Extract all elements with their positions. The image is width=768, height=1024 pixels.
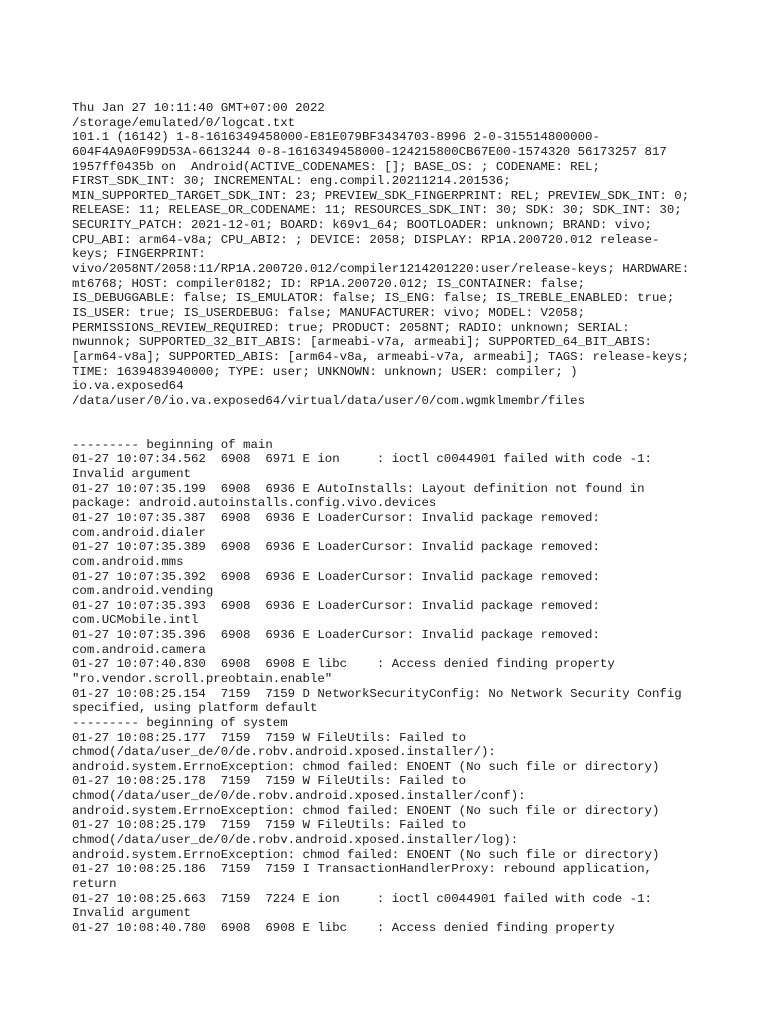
log-line: 01-27 10:07:35.199 6908 6936 E AutoInstalls: Layout definition not found in (72, 481, 645, 496)
device-info-header (72, 101, 712, 408)
header-line: Thu Jan 27 10:11:40 GMT+07:00 2022 (72, 101, 325, 115)
logcat-document (72, 101, 712, 936)
log-line: com.android.mms (72, 554, 184, 569)
log-line: Invalid argument (72, 906, 191, 921)
log-line: Invalid argument (72, 467, 191, 482)
log-line: --------- beginning of main (72, 437, 273, 452)
log-line: 01-27 10:07:40.830 6908 6908 E libc : Access denied finding property (72, 657, 615, 672)
log-line: com.android.vending (72, 584, 214, 599)
log-line: 01-27 10:07:35.396 6908 6936 E LoaderCursor: Invalid package removed: (72, 628, 600, 643)
log-line: com.android.camera (72, 642, 206, 657)
header-line: nwunnok; SUPPORTED_32_BIT_ABIS: [armeabi-v7a, armeabi]; SUPPORTED_64_BIT_ABIS: (72, 335, 652, 350)
header-line: IS_USER: true; IS_USERDEBUG: false; MANUFACTURER: vivo; MODEL: V2058; (72, 305, 586, 320)
header-line: TIME: 1639483940000; TYPE: user; UNKNOWN: unknown; USER: compiler; ) (72, 364, 578, 379)
log-line: 01-27 10:08:25.177 7159 7159 W FileUtils: Failed to (72, 730, 467, 745)
log-line: 01-27 10:08:25.663 7159 7224 E ion : ioctl c0044901 failed with code -1: (72, 891, 652, 906)
header-line: io.va.exposed64 (72, 379, 184, 394)
header-line: IS_DEBUGGABLE: false; IS_EMULATOR: false; IS_ENG: false; IS_TREBLE_ENABLED: true; (72, 291, 675, 306)
log-line: 01-27 10:08:25.186 7159 7159 I TransactionHandlerProxy: rebound application, (72, 862, 652, 877)
log-line: 01-27 10:08:25.179 7159 7159 W FileUtils: Failed to (72, 818, 467, 833)
log-line: --------- beginning of system (72, 715, 288, 730)
log-line: 01-27 10:08:25.154 7159 7159 D NetworkSecurityConfig: No Network Security Config (72, 686, 682, 701)
log-line: return (72, 876, 117, 891)
log-line: specified, using platform default (72, 701, 318, 716)
header-line: 1957ff0435b on Android(ACTIVE_CODENAMES: []; BASE_OS: ; CODENAME: REL; (72, 159, 600, 174)
spacer (72, 423, 712, 438)
header-line: /storage/emulated/0/logcat.txt (72, 115, 296, 130)
log-line: com.UCMobile.intl (72, 613, 199, 628)
header-line: /data/user/0/io.va.exposed64/virtual/data/user/0/com.wgmklmembr/files (72, 393, 586, 408)
log-line: chmod(/data/user_de/0/de.robv.android.xposed.installer/): (72, 745, 496, 760)
log-line: android.system.ErrnoException: chmod failed: ENOENT (No such file or directory) (72, 847, 660, 862)
log-line: 01-27 10:07:35.392 6908 6936 E LoaderCursor: Invalid package removed: (72, 569, 600, 584)
log-line: android.system.ErrnoException: chmod failed: ENOENT (No such file or directory) (72, 759, 660, 774)
log-line: 01-27 10:07:34.562 6908 6971 E ion : ioctl c0044901 failed with code -1: (72, 452, 652, 467)
log-line: 01-27 10:07:35.387 6908 6936 E LoaderCursor: Invalid package removed: (72, 510, 600, 525)
header-line: FIRST_SDK_INT: 30; INCREMENTAL: eng.compil.20211214.201536; (72, 174, 511, 189)
log-line: 01-27 10:07:35.389 6908 6936 E LoaderCursor: Invalid package removed: (72, 540, 600, 555)
log-line: 01-27 10:07:35.393 6908 6936 E LoaderCursor: Invalid package removed: (72, 598, 600, 613)
header-line: MIN_SUPPORTED_TARGET_SDK_INT: 23; PREVIEW_SDK_FINGERPRINT: REL; PREVIEW_SDK_INT: 0; (72, 188, 690, 203)
header-line: RELEASE: 11; RELEASE_OR_CODENAME: 11; RESOURCES_SDK_INT: 30; SDK: 30; SDK_INT: 30; (72, 203, 682, 218)
header-line: 101.1 (16142) 1-8-1616349458000-E81E079BF3434703-8996 2-0-315514800000- (72, 130, 600, 145)
header-line: keys; FINGERPRINT: (72, 247, 206, 262)
header-line: PERMISSIONS_REVIEW_REQUIRED: true; PRODUCT: 2058NT; RADIO: unknown; SERIAL: (72, 320, 630, 335)
log-entries (72, 438, 712, 936)
header-line: mt6768; HOST: compiler0182; ID: RP1A.200720.012; IS_CONTAINER: false; (72, 276, 586, 291)
header-line: [arm64-v8a]; SUPPORTED_ABIS: [arm64-v8a, armeabi-v7a, armeabi]; TAGS: release-keys; (72, 349, 690, 364)
header-line: vivo/2058NT/2058:11/RP1A.200720.012/compiler1214201220:user/release-keys; HARDWARE: (72, 262, 690, 277)
spacer (72, 408, 712, 423)
log-line: com.android.dialer (72, 525, 206, 540)
header-line: 604F4A9A0F99D53A-6613244 0-8-1616349458000-124215800CB67E00-1574320 56173257 817 (72, 144, 667, 159)
log-line: "ro.vendor.scroll.preobtain.enable" (72, 671, 333, 686)
log-line: package: android.autoinstalls.config.vivo.devices (72, 496, 437, 511)
log-line: chmod(/data/user_de/0/de.robv.android.xposed.installer/log): (72, 833, 519, 848)
header-line: CPU_ABI: arm64-v8a; CPU_ABI2: ; DEVICE: 2058; DISPLAY: RP1A.200720.012 release- (72, 232, 660, 247)
log-line: chmod(/data/user_de/0/de.robv.android.xposed.installer/conf): (72, 789, 526, 804)
log-line: 01-27 10:08:25.178 7159 7159 W FileUtils: Failed to (72, 774, 467, 789)
log-line: android.system.ErrnoException: chmod failed: ENOENT (No such file or directory) (72, 803, 660, 818)
header-line: SECURITY_PATCH: 2021-12-01; BOARD: k69v1_64; BOOTLOADER: unknown; BRAND: vivo; (72, 218, 652, 233)
log-line: 01-27 10:08:40.780 6908 6908 E libc : Access denied finding property (72, 920, 615, 935)
